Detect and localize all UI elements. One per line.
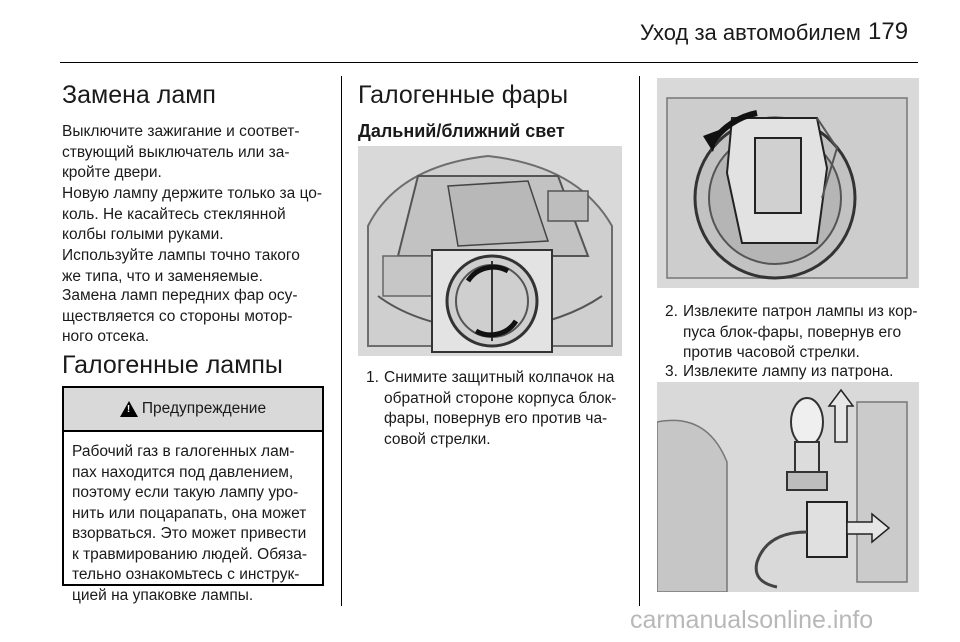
text-line: фары, повернув его против ча- <box>384 410 608 427</box>
halogen-lamps-heading: Галогенные лампы <box>62 351 283 379</box>
step-text <box>683 362 893 383</box>
warning-line: цией на упаковке лампы. <box>72 586 254 604</box>
header-rule <box>60 62 918 63</box>
text-line: Новую лампу держите только за цо- <box>62 185 323 202</box>
text-line: Замена ламп передних фар осу- <box>62 287 298 304</box>
column-divider-right <box>639 76 640 606</box>
paragraph-hold-base <box>62 184 332 246</box>
bulb-removal-drawing <box>657 382 919 592</box>
warning-line: пах находится под давлением, <box>72 463 294 481</box>
step-text <box>384 368 616 450</box>
warning-line: поэтому если такую лампу уро- <box>72 484 299 501</box>
text-line: Снимите защитный колпачок на <box>384 369 615 386</box>
text-line: обратной стороне корпуса блок- <box>384 389 617 407</box>
step-3 <box>665 362 925 384</box>
text-line: Выключите зажигание и соответ- <box>62 123 300 140</box>
high-low-beam-heading: Дальний/ближний свет <box>358 121 565 141</box>
text-line: ного отсека. <box>62 328 150 345</box>
step-1 <box>366 368 634 452</box>
paragraph-engine-side <box>62 286 332 348</box>
step-number: 2. <box>665 303 678 320</box>
text-line: пуса блок-фары, повернув его <box>683 323 902 341</box>
text-line: коль. Не касайтесь стеклянной <box>62 205 286 223</box>
text-line: Используйте лампы точно такого <box>62 247 300 264</box>
watermark: carmanualsonline.info <box>630 606 874 634</box>
text-line: совой стрелки. <box>384 430 491 448</box>
warning-body <box>64 432 322 606</box>
paragraph-ignition <box>62 122 332 184</box>
text-line: ствующий выключатель или за- <box>62 143 290 161</box>
bulb-holder-illustration <box>657 78 919 288</box>
step-text <box>683 302 918 364</box>
bulb-holder-drawing <box>657 78 919 288</box>
warning-header <box>64 388 322 432</box>
column-divider-left <box>341 76 342 606</box>
warning-box <box>62 386 324 604</box>
text-line: колбы голыми руками. <box>62 226 224 243</box>
engine-bay-drawing <box>358 146 622 356</box>
running-header-title: Уход за автомобилем <box>640 20 861 45</box>
warning-line: Рабочий газ в галогенных лам- <box>72 443 295 460</box>
text-line: же типа, что и заменяемые. <box>62 267 263 285</box>
warning-line: взорваться. Это может привести <box>72 525 307 542</box>
text-line: против часовой стрелки. <box>683 344 860 361</box>
step-number: 3. <box>665 363 678 380</box>
halogen-headlamps-heading: Галогенные фары <box>358 81 569 109</box>
text-line: Извлеките патрон лампы из кор- <box>683 303 918 320</box>
bulb-removal-illustration <box>657 382 919 592</box>
section-heading: Замена ламп <box>62 81 216 109</box>
warning-icon <box>120 401 138 417</box>
step-number: 1. <box>366 369 379 386</box>
warning-line: нить или поцарапать, она может <box>72 504 307 522</box>
page-number: 179 <box>868 18 909 45</box>
text-line: ществляется со стороны мотор- <box>62 307 293 325</box>
warning-line: к травмированию людей. Обяза- <box>72 545 308 563</box>
text-line: Извлеките лампу из патрона. <box>683 363 894 380</box>
warning-line: тельно ознакомьтесь с инструк- <box>72 566 300 583</box>
text-line: кройте двери. <box>62 164 162 181</box>
warning-title: Предупреждение <box>141 400 267 417</box>
engine-bay-illustration <box>358 146 622 356</box>
paragraph-same-type <box>62 246 332 287</box>
step-2 <box>665 302 925 366</box>
